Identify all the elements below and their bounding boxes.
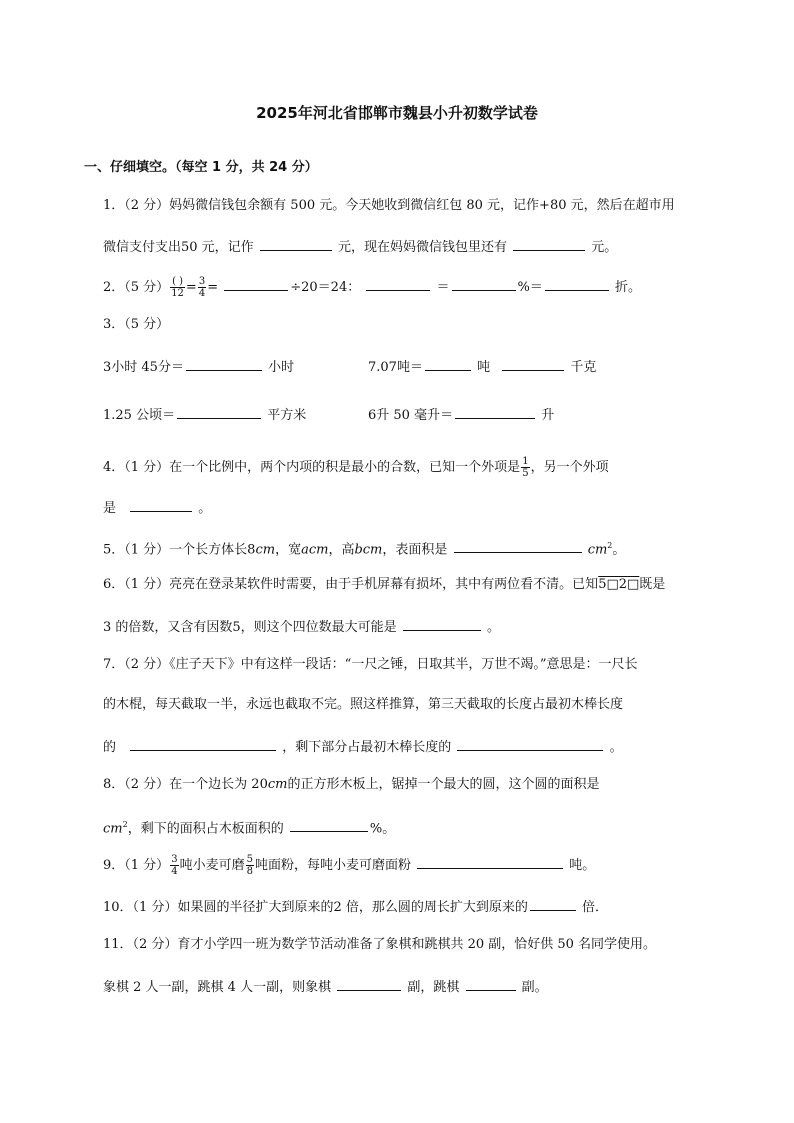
question-3-row-1b <box>368 356 596 377</box>
q2-pct: %＝ <box>517 280 543 295</box>
q5-answer-blank[interactable] <box>454 538 582 553</box>
question-1-line-1 <box>103 197 675 215</box>
q5-a-var: acm <box>301 542 329 558</box>
q2-frac2-num: 3 <box>198 276 206 287</box>
q2-fraction-1 <box>170 276 185 299</box>
question-4-line-1 <box>103 456 609 479</box>
q4-text-2: ，另一个外项 <box>530 460 609 475</box>
question-3-row-2b <box>368 404 554 425</box>
q6-text-4: 。 <box>486 620 500 635</box>
q3-d2: 升 <box>541 408 555 423</box>
q7-text-1: 7．（2 分）《庄子天下》中有这样一段话：“一尺之锤，日取其半，万世不竭。”意思是：一尺长 <box>103 657 638 672</box>
q10-b: 倍． <box>582 900 609 915</box>
q9-f1-num: 3 <box>171 854 178 865</box>
q1-text-2: 微信支付支出50 元，记作 <box>103 240 254 255</box>
q5-sup: 2 <box>607 541 613 550</box>
q3-answer-blank-2[interactable] <box>425 356 471 371</box>
q3-a1: 3小时 45分＝ <box>103 360 184 375</box>
question-8-line-1 <box>103 776 599 794</box>
question-4-line-2 <box>103 497 211 518</box>
q9-f2-den: 8 <box>246 866 253 877</box>
q9-b: 吨小麦可磨 <box>179 858 245 873</box>
q5-b: ，宽 <box>275 542 302 558</box>
q3-d1: 6升 50 毫升＝ <box>368 408 454 423</box>
question-2 <box>103 276 641 299</box>
q9-d: 吨。 <box>569 858 596 873</box>
q8-cm: cm <box>267 777 288 792</box>
q5-b-var: bcm <box>354 542 383 558</box>
q11-text-3: 副，跳棋 <box>407 980 460 995</box>
q2-frac2-den: 4 <box>198 288 206 299</box>
q1-text-1: 1．（2 分）妈妈微信钱包余额有 500 元。今天她收到微信红包 80 元，记作+80 元，然后在超市用 <box>103 198 675 213</box>
q4-answer-blank[interactable] <box>130 497 192 512</box>
q3-a2: 小时 <box>268 360 295 375</box>
section-heading: 一、仔细填空。（每空 1 分，共 24 分） <box>84 160 318 175</box>
q9-c: 吨面粉，每吨小麦可磨面粉 <box>254 858 411 873</box>
q3-answer-blank-1[interactable] <box>186 356 262 371</box>
q5-cm: cm <box>255 542 276 558</box>
q3-c1: 1.25 公顷＝ <box>103 408 176 423</box>
q4-text-1: 4．（1 分）在一个比例中，两个内项的积是最小的合数，已知一个外项是 <box>103 460 521 475</box>
question-6-line-1 <box>103 576 665 594</box>
q3-answer-blank-4[interactable] <box>177 404 261 419</box>
q6-text-1: 6．（1 分）亮亮在登录某软件时需要，由于手机屏幕有损坏，其中有两位看不清。已知 <box>103 577 599 592</box>
q4-frac-num: 1 <box>522 456 529 467</box>
q8-unit: cm <box>103 821 123 837</box>
q1-answer-blank-2[interactable] <box>513 236 585 251</box>
question-6-line-2 <box>103 616 500 637</box>
question-7-line-2 <box>103 696 623 714</box>
question-11-line-2 <box>103 976 548 997</box>
q2-prefix: 2．（5 分） <box>103 280 170 295</box>
q6-answer-blank[interactable] <box>403 616 481 631</box>
q2-eq2: = <box>207 280 219 295</box>
q7-text-5: 。 <box>609 740 623 755</box>
question-9 <box>103 854 595 877</box>
question-3-row-1 <box>103 356 294 377</box>
question-1-line-2 <box>103 236 617 257</box>
q1-text-3: 元，现在妈妈微信钱包里还有 <box>337 240 507 255</box>
q10-a: 10．（1 分）如果圆的半径扩大到原来的2 倍，那么圆的周长扩大到原来的 <box>103 900 528 915</box>
q3-b1: 7.07吨＝ <box>368 360 423 375</box>
q3-b2: 吨 <box>477 360 491 375</box>
question-3-row-2 <box>103 404 306 425</box>
q9-fraction-1 <box>170 854 178 877</box>
q2-fraction-2 <box>198 276 206 299</box>
q8-text-4: %。 <box>369 821 396 837</box>
q8-text-3: ，剩下的面积占木板面积的 <box>127 821 284 837</box>
q9-answer-blank[interactable] <box>417 854 563 869</box>
q11-answer-blank-2[interactable] <box>466 976 516 991</box>
q2-answer-blank-4[interactable] <box>545 276 609 291</box>
q3-head: 3．（5 分） <box>103 317 170 332</box>
q2-frac1-den: 12 <box>171 288 184 299</box>
q1-text-4: 元。 <box>591 240 618 255</box>
q7-text-2: 的木棍，每天截取一半，永远也截取不完。照这样推算，第三天截取的长度占最初木棒长度 <box>103 697 624 712</box>
q2-zhe: 折。 <box>615 280 642 295</box>
q6-text-2: 既是 <box>639 577 666 592</box>
q4-fraction <box>521 456 529 479</box>
q9-f1-den: 4 <box>171 866 178 877</box>
question-8-line-2 <box>103 816 395 838</box>
q4-text-4: 。 <box>198 501 212 516</box>
q2-eq3: ＝ <box>436 280 450 295</box>
q7-answer-blank-1[interactable] <box>130 736 276 751</box>
q4-frac-den: 5 <box>522 468 529 479</box>
q7-text-3: 的 <box>103 740 117 755</box>
q1-answer-blank-1[interactable] <box>260 236 332 251</box>
q5-c: ，高 <box>328 542 355 558</box>
q2-frac1-num: ( ) <box>172 276 184 287</box>
question-7-line-1 <box>103 656 637 674</box>
q3-c2: 平方米 <box>267 408 307 423</box>
q6-text-3: 3 的倍数，又含有因数5，则这个四位数最大可能是 <box>103 620 397 635</box>
q7-answer-blank-2[interactable] <box>457 736 603 751</box>
q11-text-4: 副。 <box>521 980 548 995</box>
q9-fraction-2 <box>246 854 254 877</box>
q4-text-3: 是 <box>103 501 117 516</box>
q2-answer-blank-3[interactable] <box>452 276 516 291</box>
q7-text-4: ，剩下部分占最初木棒长度的 <box>282 740 452 755</box>
q6-digits: 5□2□ <box>598 577 640 592</box>
question-7-line-3 <box>103 736 623 757</box>
q5-end: 。 <box>612 542 626 558</box>
q8-answer-blank[interactable] <box>290 817 368 832</box>
q11-text-2: 象棋 2 人一副，跳棋 4 人一副，则象棋 <box>103 980 332 995</box>
q3-b3: 千克 <box>570 360 597 375</box>
q8-text-2: 的正方形木板上，锯掉一个最大的圆，这个圆的面积是 <box>287 777 600 792</box>
q5-d: ，表面积是 <box>382 542 448 558</box>
q8-sup: 2 <box>122 820 128 829</box>
q10-answer-blank[interactable] <box>530 896 576 911</box>
question-10 <box>103 896 608 917</box>
q9-f2-num: 5 <box>246 854 253 865</box>
q2-div: ÷20＝24： <box>290 280 361 295</box>
q3-answer-blank-5[interactable] <box>455 404 535 419</box>
q3-answer-blank-3[interactable] <box>502 356 564 371</box>
q2-answer-blank-1[interactable] <box>224 276 288 291</box>
q8-text-1: 8．（2 分）在一个边长为 20 <box>103 777 268 792</box>
q9-a: 9．（1 分） <box>103 858 170 873</box>
question-5 <box>103 537 625 559</box>
exam-title: 2025年河北省邯郸市魏县小升初数学试卷 <box>256 104 538 122</box>
q11-answer-blank-1[interactable] <box>337 976 401 991</box>
q5-unit: cm <box>587 542 608 558</box>
question-11-line-1 <box>103 936 656 954</box>
q5-a: 5．（1 分）一个长方体长8 <box>103 542 256 558</box>
q2-answer-blank-2[interactable] <box>366 276 430 291</box>
q2-eq: = <box>185 280 197 295</box>
question-3-head <box>103 316 169 334</box>
q11-text-1: 11．（2 分）育才小学四一班为数学节活动准备了象棋和跳棋共 20 副，恰好供 50 名同学使用。 <box>103 937 657 952</box>
